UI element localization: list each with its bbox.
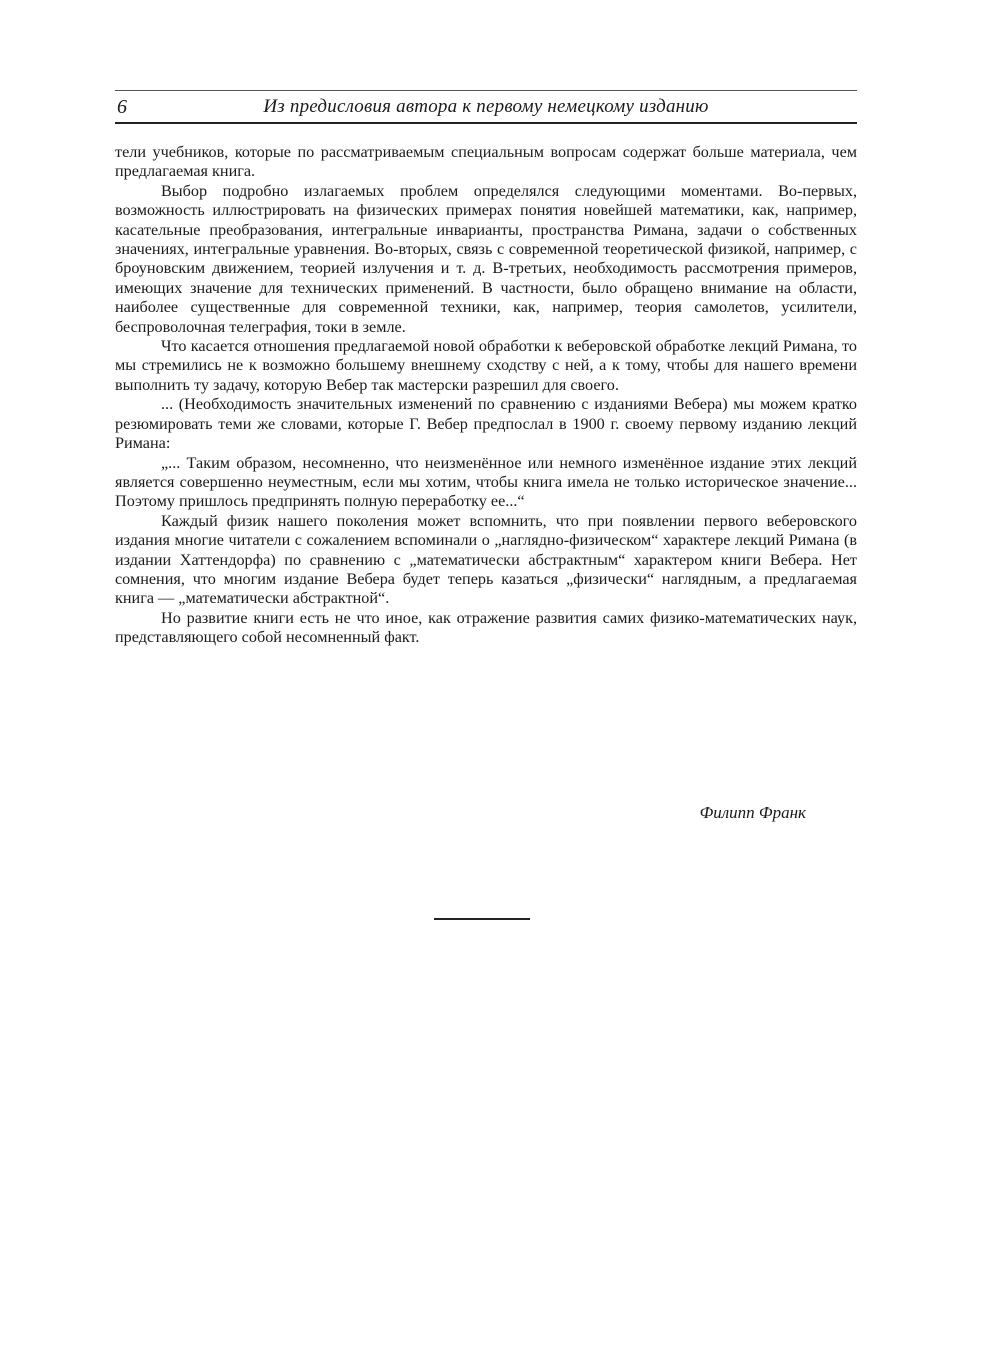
page-number: 6 xyxy=(117,96,127,118)
paragraph: тели учебников, которые по рассматриваемым специальным вопросам содержат больше материала, чем предлагаемая книга. xyxy=(115,143,857,181)
paragraph: ... (Необходимость значительных изменений по сравнению с изданиями Вебера) мы можем кратко резюмировать теми же словами, которые Г. Вебер предпослал в 1900 г. своему первому изданию лекций Римана: xyxy=(115,395,857,453)
running-head xyxy=(115,90,857,124)
paragraph: Выбор подробно излагаемых проблем определялся следующими моментами. Во-первых, возможность иллюстрировать на физических примерах понятия новейшей математики, как, например, касательные преобразования, интегральные инварианты, пространства Римана, задачи о собственных значениях, интегральные уравнения. Во-вторых, связь с современной теоретической физикой, например, с броуновским движением, теорией излучения и т. д. В-третьих, необходимость рассмотрения примеров, имеющих значение для технических применений. В частности, было обращено внимание на области, наиболее существенные для современной техники, как, например, теория самолетов, усилители, беспроволочная телеграфия, токи в земле. xyxy=(115,181,857,336)
body-text xyxy=(115,143,857,648)
quotation-paragraph: „... Таким образом, несомненно, что неизменённое или немного изменённое издание этих лекций является совершенно неуместным, если мы хотим, чтобы книга имела не только историческое значение... Поэтому пришлось предпринять полную переработку ее...“ xyxy=(115,453,857,511)
running-head-title: Из предисловия автора к первому немецкому изданию xyxy=(263,96,709,117)
paragraph: Каждый физик нашего поколения может вспомнить, что при появлении первого веберовского издания многие читатели с сожалением вспоминали о „наглядно-физическом“ характере лекций Римана (в издании Хаттендорфа) по сравнению с „математически абстрактным“ характером книги Вебера. Нет сомнения, что многим издание Вебера будет теперь казаться „физически“ наглядным, а предлагаемая книга — „математически абстрактной“. xyxy=(115,511,857,608)
paragraph: Что касается отношения предлагаемой новой обработки к веберовской обработке лекций Римана, то мы стремились не к возможно большему внешнему сходству с ней, а к тому, чтобы для нашего времени выполнить ту задачу, которую Вебер так мастерски разрешил для своего. xyxy=(115,337,857,394)
author-signature: Филипп Франк xyxy=(699,803,806,822)
paragraph: Но развитие книги есть не что иное, как отражение развития самих физико-математических наук, представляющего собой несомненный факт. xyxy=(115,608,857,647)
end-rule-divider xyxy=(434,918,530,920)
